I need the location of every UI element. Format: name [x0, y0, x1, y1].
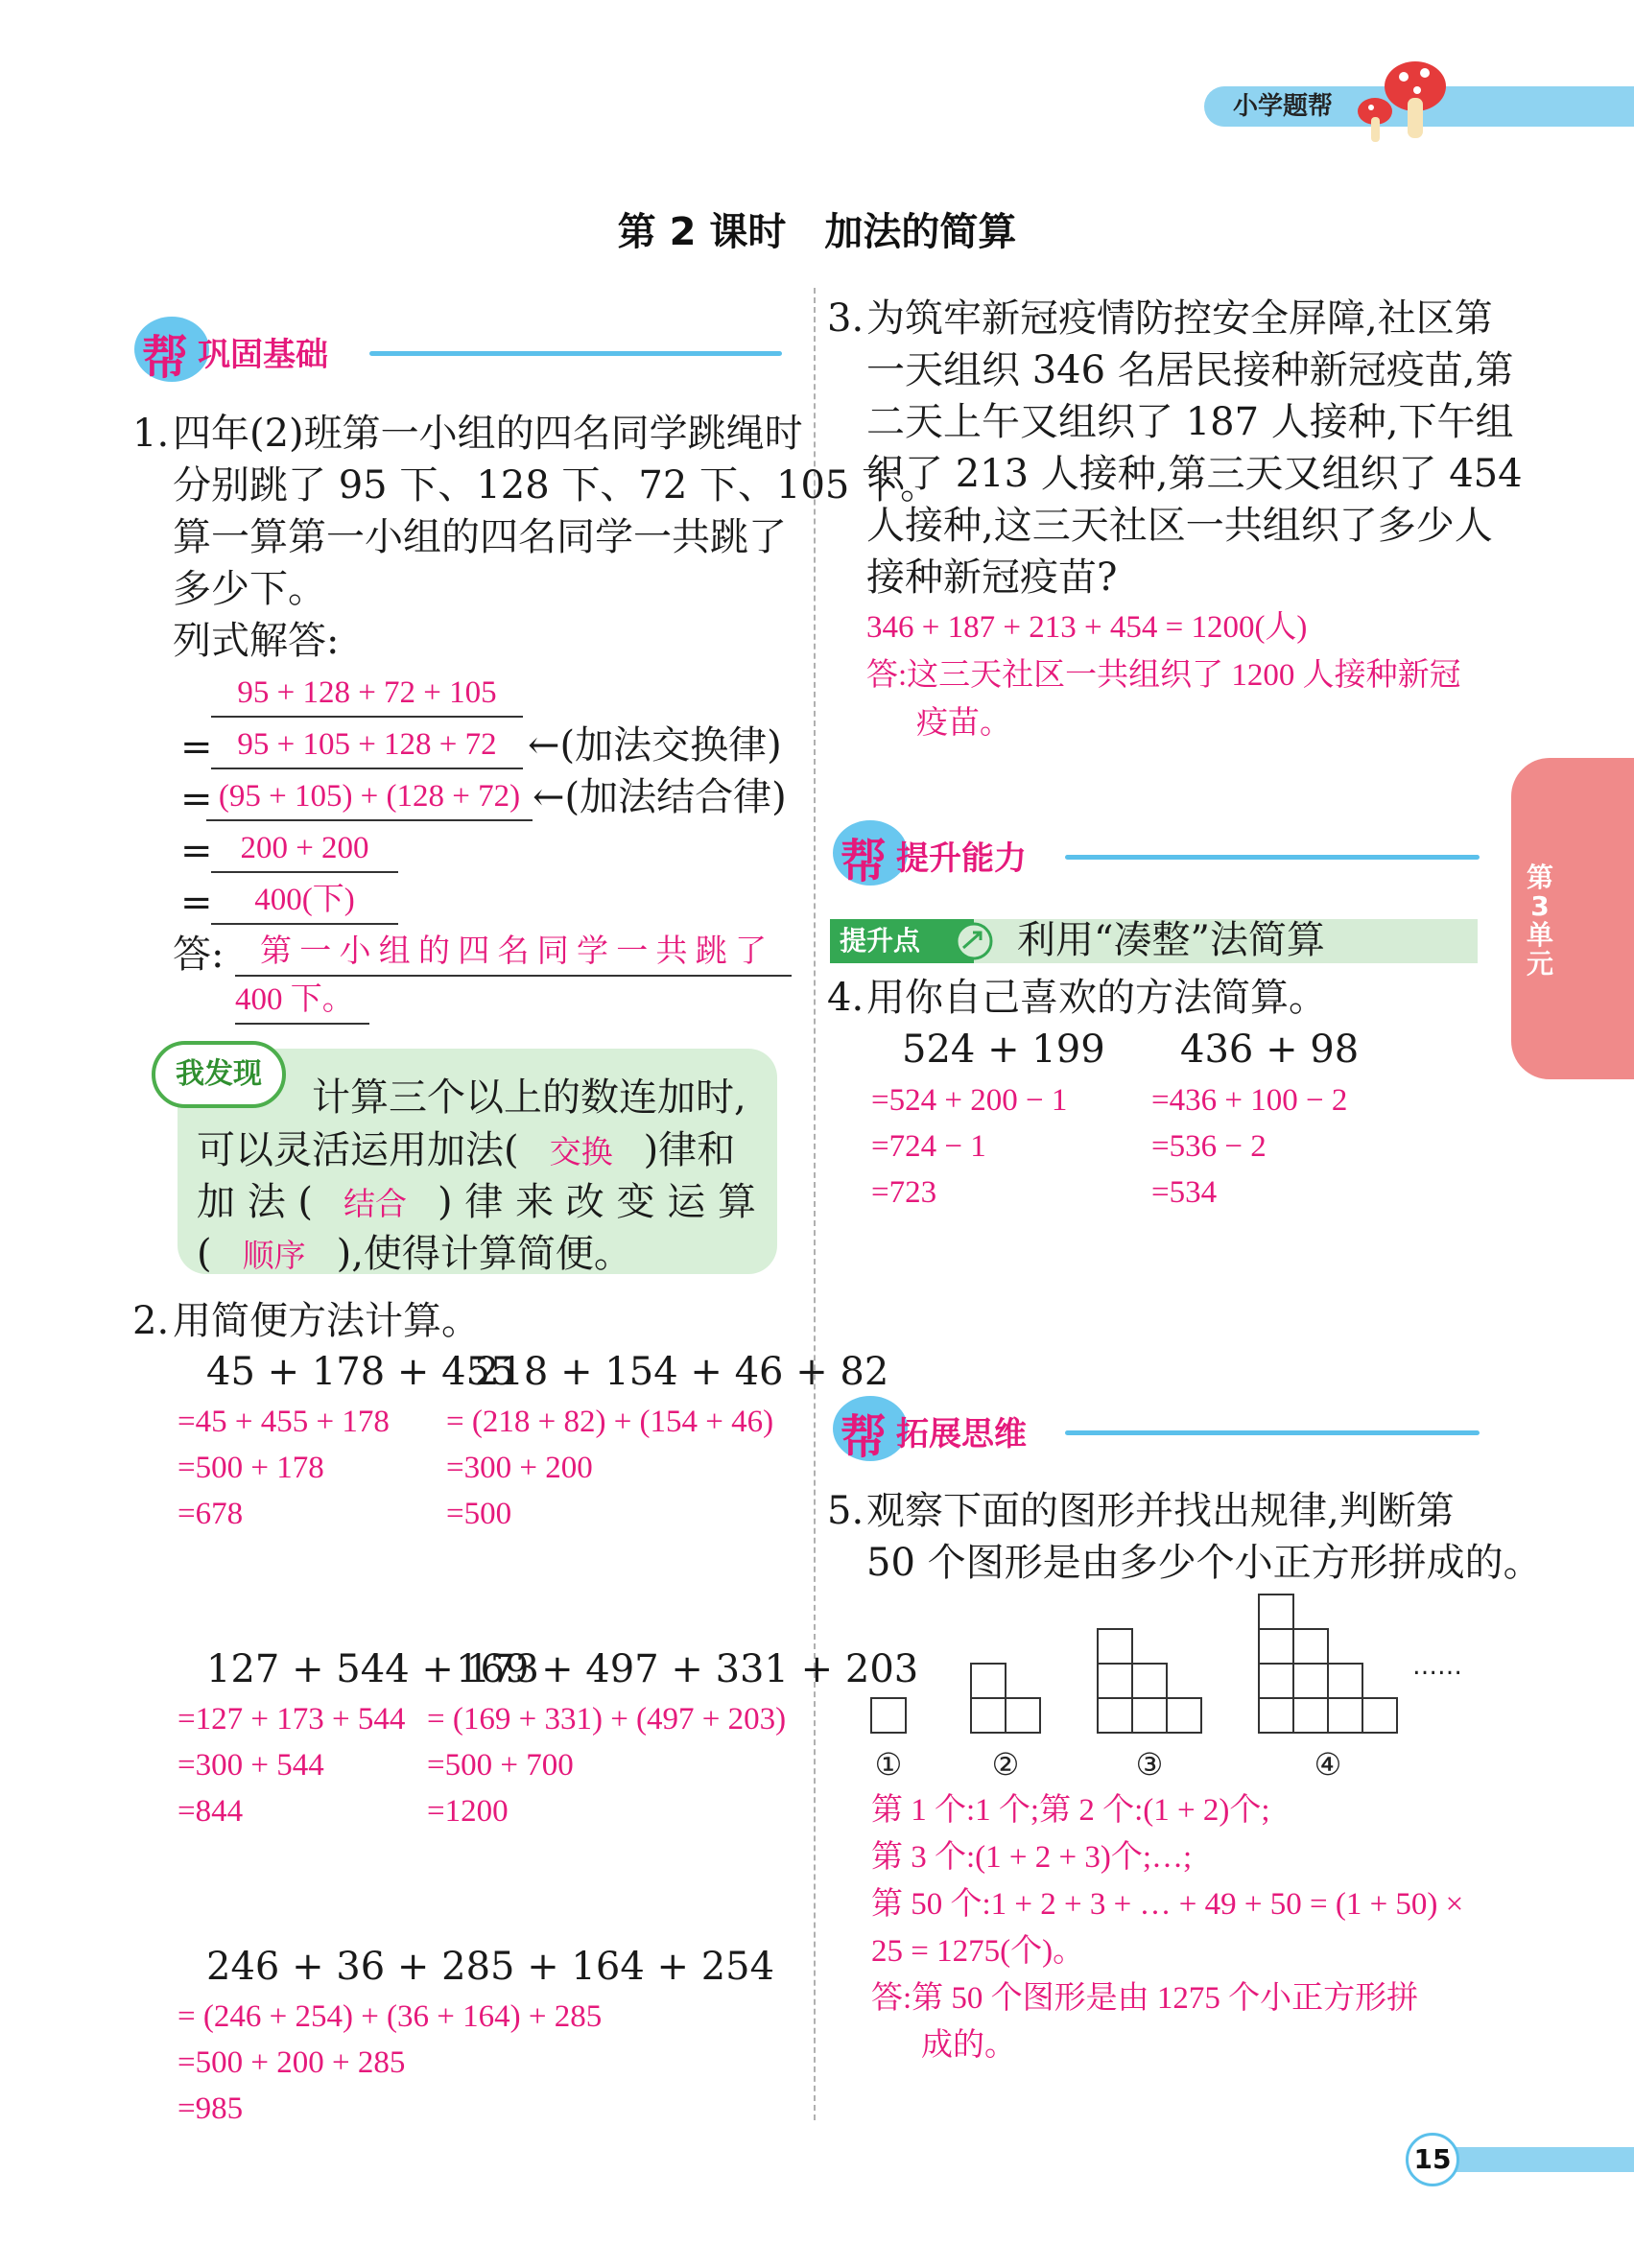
section-title: 拓展思维	[896, 1415, 1027, 1453]
section-title: 巩固基础	[198, 336, 328, 374]
q2-step: =500 + 178	[178, 1451, 324, 1485]
q2-step: =127 + 173 + 544	[178, 1702, 406, 1736]
staircase-figures	[864, 1549, 1478, 1789]
figure-4	[1259, 1595, 1397, 1733]
q4-step: =524 + 200 − 1	[871, 1083, 1068, 1118]
figure-3	[1098, 1629, 1201, 1733]
page-title: 第 2 课时 加法的简算	[617, 210, 1017, 254]
section-line	[369, 351, 782, 356]
q1-answer: 第 一 小 组 的 四 名 同 学 一 共 跳 了	[235, 929, 792, 977]
q2-step: = (218 + 82) + (154 + 46)	[446, 1405, 774, 1439]
q2-step: =300 + 544	[178, 1748, 324, 1783]
discover-blank: 交换	[549, 1136, 613, 1170]
q1-line: 分别跳了 95 下、128 下、72 下、105 下。	[173, 463, 939, 508]
brand-label: 小学题帮	[1233, 92, 1334, 121]
discover-line	[197, 1228, 632, 1280]
equals-sign: =	[180, 725, 213, 769]
discover-text: (	[197, 1232, 212, 1276]
equals-sign: =	[180, 881, 213, 925]
q5-line: 观察下面的图形并找出规律,判断第	[866, 1489, 1455, 1533]
q1-note: ←(加法结合律)	[533, 775, 787, 819]
q2-expr: 246 + 36 + 285 + 164 + 254	[206, 1945, 775, 1989]
q3-answer: 答:这三天社区一共组织了 1200 人接种新冠	[866, 658, 1461, 693]
discover-blank: 结合	[343, 1188, 408, 1222]
figure-label: ③	[1135, 1746, 1164, 1783]
section-improve	[833, 820, 1485, 887]
q1-step: 200 + 200	[211, 825, 398, 873]
section-expand	[833, 1396, 1485, 1463]
q2-step: =844	[178, 1794, 244, 1829]
q5-solution: 第 3 个:(1 + 2 + 3)个;…;	[871, 1840, 1193, 1875]
q3-line: 二天上午又组织了 187 人接种,下午组	[866, 400, 1514, 444]
figure-label: ②	[991, 1746, 1020, 1783]
q2-expr: 169 + 497 + 331 + 203	[456, 1647, 919, 1691]
discover-text: )律和	[643, 1128, 736, 1172]
discover-text: ) 律 来 改 变 运 算	[438, 1180, 756, 1224]
q2-step: =500 + 200 + 285	[178, 2045, 406, 2080]
discover-line: 计算三个以上的数连加时,	[312, 1075, 746, 1120]
section-title: 提升能力	[896, 839, 1027, 878]
figure-label: ①	[874, 1746, 903, 1783]
figure-1	[871, 1698, 906, 1733]
q5-number: 5.	[827, 1489, 864, 1533]
q4-step: =536 − 2	[1151, 1129, 1267, 1164]
discover-text: ),使得计算简便。	[336, 1232, 632, 1276]
q2-step: =500	[446, 1497, 512, 1531]
q2-step: = (246 + 254) + (36 + 164) + 285	[178, 1999, 603, 2034]
q3-line: 织了 213 人接种,第三天又组织了 454	[866, 452, 1523, 496]
q2-step: =985	[178, 2091, 244, 2126]
q2-step: =1200	[427, 1794, 509, 1829]
q1-step: (95 + 105) + (128 + 72)	[206, 773, 533, 821]
discover-line	[197, 1124, 735, 1176]
q2-step: =500 + 700	[427, 1748, 574, 1783]
q5-line: 50 个图形是由多少个小正方形拼成的。	[866, 1541, 1542, 1585]
footer-bar	[1430, 2147, 1634, 2172]
section-basic	[134, 317, 787, 384]
q5-solution: 25 = 1275(个)。	[871, 1934, 1085, 1969]
q3-line: 为筑牢新冠疫情防控安全屏障,社区第	[866, 296, 1493, 341]
q4-step: =534	[1151, 1175, 1218, 1210]
discover-text: 加 法 (	[197, 1180, 314, 1224]
q4-number: 4.	[827, 976, 864, 1020]
section-bang: 帮	[841, 835, 888, 888]
q1-note: ←(加法交换律)	[528, 723, 782, 768]
figure-label: ④	[1314, 1746, 1342, 1783]
q4-expr: 436 + 98	[1180, 1028, 1360, 1072]
q5-answer: 成的。	[921, 2028, 1016, 2063]
q1-answer-label: 答:	[173, 933, 225, 977]
figure-2	[971, 1664, 1040, 1733]
mushroom-icon	[1348, 56, 1454, 147]
ellipsis: ……	[1412, 1652, 1462, 1681]
point-text: 利用“凑整”法简算	[1017, 918, 1325, 962]
q3-line: 接种新冠疫苗?	[866, 555, 1118, 600]
q3-answer: 疫苗。	[916, 706, 1011, 741]
discover-tag: 我发现	[152, 1041, 286, 1108]
q1-step: 400(下)	[211, 877, 398, 925]
arrow-icon	[950, 919, 998, 963]
q1-line: 多少下。	[173, 567, 326, 611]
q4-step: =724 − 1	[871, 1129, 986, 1164]
q1-answer: 400 下。	[235, 977, 369, 1025]
discover-text: 可以灵活运用加法(	[197, 1128, 519, 1172]
q3-line: 一天组织 346 名居民接种新冠疫苗,第	[866, 348, 1514, 392]
discover-blank: 顺序	[242, 1240, 306, 1274]
q5-solution: 第 50 个:1 + 2 + 3 + … + 49 + 50 = (1 + 50) ×	[871, 1887, 1464, 1922]
unit-tab-label: 第3单元	[1526, 862, 1553, 980]
equals-sign: =	[180, 829, 213, 873]
section-bang: 帮	[142, 331, 189, 385]
q3-number: 3.	[827, 296, 864, 341]
q2-step: = (169 + 331) + (497 + 203)	[427, 1702, 787, 1736]
page-number: 15	[1406, 2133, 1459, 2186]
q3-line: 人接种,这三天社区一共组织了多少人	[866, 504, 1493, 548]
q2-expr: 127 + 544 + 173	[206, 1647, 539, 1691]
q4-step: =436 + 100 − 2	[1151, 1083, 1348, 1118]
q2-title: 用简便方法计算。	[173, 1299, 480, 1343]
q1-number: 1.	[132, 412, 170, 456]
q2-step: =300 + 200	[446, 1451, 593, 1485]
section-line	[1065, 1430, 1480, 1435]
q2-step: =678	[178, 1497, 244, 1531]
q2-number: 2.	[132, 1299, 170, 1343]
q5-solution: 第 1 个:1 个;第 2 个:(1 + 2)个;	[871, 1793, 1270, 1828]
q4-expr: 524 + 199	[902, 1028, 1105, 1072]
q2-expr: 218 + 154 + 46 + 82	[475, 1350, 889, 1394]
discover-line	[197, 1176, 756, 1228]
q1-step: 95 + 128 + 72 + 105	[211, 670, 523, 718]
q2-expr: 45 + 178 + 455	[206, 1350, 515, 1394]
point-tag: 提升点	[830, 919, 974, 963]
q2-step: =45 + 455 + 178	[178, 1405, 390, 1439]
q1-line: 算一算第一小组的四名同学一共跳了	[173, 515, 787, 559]
q3-solution: 346 + 187 + 213 + 454 = 1200(人)	[866, 610, 1308, 645]
q1-step: 95 + 105 + 128 + 72	[211, 721, 523, 769]
q4-step: =723	[871, 1175, 937, 1210]
q1-line: 四年(2)班第一小组的四名同学跳绳时	[173, 412, 803, 456]
column-divider	[814, 288, 816, 2120]
equals-sign: =	[180, 777, 213, 821]
section-bang: 帮	[841, 1410, 888, 1464]
section-line	[1065, 855, 1480, 860]
q5-answer: 答:第 50 个图形是由 1275 个小正方形拼	[871, 1981, 1419, 2016]
q1-prompt: 列式解答:	[173, 619, 340, 663]
q4-title: 用你自己喜欢的方法简算。	[866, 976, 1327, 1020]
